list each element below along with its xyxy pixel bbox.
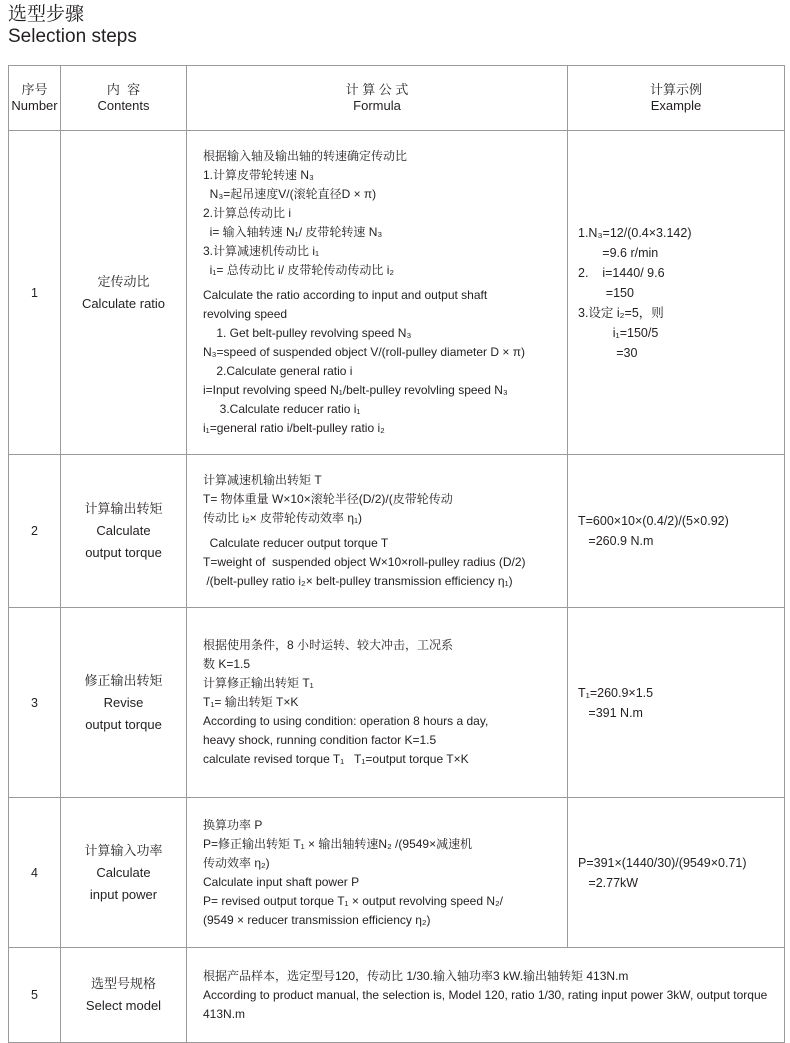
formula-line: i₁=general ratio i/belt-pulley ratio i₂	[203, 421, 385, 435]
content-line: Calculate ratio	[81, 295, 166, 311]
formula-line: P=修正输出转矩 T₁ × 输出轴转速N₂ /(9549×减速机	[203, 836, 473, 851]
header-example	[568, 66, 785, 131]
step-number-text: 1	[31, 285, 38, 300]
content-cell	[61, 131, 187, 455]
formula-line: calculate revised torque T₁ T₁=output torque T×K	[203, 752, 469, 766]
content-line: 计算输入功率	[84, 842, 163, 858]
formula-line: 传动比 i₂× 皮带轮传动效率 η₁)	[203, 511, 363, 525]
step-number	[9, 131, 61, 455]
table-row	[9, 798, 785, 948]
header-example-en: Example	[650, 98, 702, 113]
example-line: T=600×10×(0.4/2)/(5×0.92)	[578, 514, 729, 528]
content-line: input power	[89, 886, 158, 902]
formula-line: i= 输入轴转速 N₁/ 皮带轮转速 N₃	[203, 225, 383, 239]
formula-line: N₃=起吊速度V/(滚轮直径D × π)	[203, 187, 377, 201]
example-line: =150	[578, 285, 634, 300]
formula-line: 根据使用条件，8 小时运转、较大冲击，工况系	[203, 638, 454, 652]
table-row	[9, 608, 785, 798]
example-line: =30	[578, 345, 638, 360]
example-cell	[568, 608, 785, 798]
header-contents-en: Contents	[97, 98, 150, 113]
formula-line: 2.计算总传动比 i	[203, 206, 292, 220]
step-number	[9, 798, 61, 948]
example-line: =391 N.m	[578, 705, 643, 720]
table-row	[9, 131, 785, 455]
step-number	[9, 948, 61, 1043]
content-line: Revise	[103, 694, 144, 710]
formula-cell	[187, 455, 568, 608]
formula-line: 1. Get belt-pulley revolving speed N₃	[203, 326, 412, 340]
content-cell	[61, 798, 187, 948]
formula-line: 计算减速机输出转矩 T	[203, 473, 322, 487]
formula-line: T₁= 输出转矩 T×K	[203, 695, 299, 709]
title-en: Selection steps	[8, 26, 137, 47]
page-title	[8, 4, 137, 48]
formula-line: heavy shock, running condition factor K=1.5	[203, 733, 437, 747]
formula-line: Calculate reducer output torque T	[203, 536, 389, 550]
formula-line: /(belt-pulley ratio i₂× belt-pulley transmission efficiency η₁)	[203, 574, 513, 588]
formula-cell	[187, 131, 568, 455]
example-line: 1.N₃=12/(0.4×3.142)	[578, 225, 692, 240]
header-formula	[187, 66, 568, 131]
content-line: Calculate	[96, 864, 151, 880]
example-cell	[568, 455, 785, 608]
formula-line: T=weight of suspended object W×10×roll-pulley radius (D/2)	[203, 555, 526, 569]
formula-line: 2.Calculate general ratio i	[203, 364, 353, 378]
example-cell	[568, 798, 785, 948]
header-contents	[61, 66, 187, 131]
example-line: =9.6 r/min	[578, 245, 659, 260]
header-number	[9, 66, 61, 131]
content-line: Calculate	[96, 523, 151, 538]
example-line: P=391×(1440/30)/(9549×0.71)	[578, 855, 747, 870]
step-number-text: 2	[31, 524, 38, 538]
header-formula-zh: 计 算 公 式	[345, 82, 409, 97]
content-cell	[61, 608, 187, 798]
table-row	[9, 455, 785, 608]
content-line: output torque	[85, 545, 162, 560]
example-line: 3.设定 i₂=5，则	[578, 305, 664, 320]
formula-line: P= revised output torque T₁ × output revolving speed N₂/	[203, 893, 503, 908]
formula-line: 计算修正输出转矩 T₁	[203, 676, 314, 690]
formula-line: 数 K=1.5	[203, 657, 251, 671]
step-number	[9, 608, 61, 798]
table-header-row	[9, 66, 785, 131]
formula-cell	[187, 608, 568, 798]
step-number-text: 5	[31, 988, 38, 1002]
example-cell	[568, 131, 785, 455]
example-line: =260.9 N.m	[578, 534, 654, 548]
step-number-text: 4	[31, 865, 38, 880]
formula-line: 传动效率 η₂)	[203, 855, 270, 870]
formula-line: T= 物体重量 W×10×滚轮半径(D/2)/(皮带轮传动	[203, 492, 453, 506]
formula-line: revolving speed	[203, 307, 288, 321]
content-line: 定传动比	[97, 273, 150, 289]
formula-line: Calculate input shaft power P	[203, 874, 360, 889]
formula-line: N₃=speed of suspended object V/(roll-pulley diameter D × π)	[203, 345, 525, 359]
formula-cell	[187, 798, 568, 948]
title-zh: 选型步骤	[8, 4, 85, 25]
content-line: Select model	[85, 998, 162, 1013]
selection-steps-table	[8, 65, 785, 1043]
formula-line: i=Input revolving speed N₁/belt-pulley revolvling speed N₃	[203, 383, 508, 397]
content-line: output torque	[85, 716, 162, 732]
formula-cell	[187, 948, 785, 1043]
content-line: 计算输出转矩	[84, 501, 163, 516]
content-line: 选型号规格	[90, 976, 156, 991]
header-contents-zh: 内 容	[106, 82, 141, 97]
header-example-zh: 计算示例	[649, 82, 702, 97]
step-number-text: 3	[31, 695, 38, 710]
header-number-zh: 序号	[21, 82, 48, 97]
formula-line: 换算功率 P	[203, 817, 263, 832]
formula-line: Calculate the ratio according to input and output shaft	[203, 288, 488, 302]
table-row	[9, 948, 785, 1043]
formula-line: 根据输入轴及输出轴的转速确定传动比	[203, 149, 408, 163]
formula-line: i₁= 总传动比 i/ 皮带轮传动传动比 i₂	[203, 263, 395, 277]
example-line: =2.77kW	[578, 875, 639, 890]
formula-line: (9549 × reducer transmission efficiency η₂)	[203, 912, 431, 927]
example-line: 2. i=1440/ 9.6	[578, 265, 665, 280]
content-line: 修正输出转矩	[84, 672, 163, 688]
formula-line: 根据产品样本，选定型号120，传动比 1/30.输入轴功率3 kW.输出轴转矩 413N.m	[203, 968, 629, 983]
example-line: T₁=260.9×1.5	[578, 685, 654, 700]
formula-line: According to using condition: operation 8 hours a day,	[203, 714, 489, 728]
example-line: i₁=150/5	[578, 325, 659, 340]
step-number	[9, 455, 61, 608]
formula-line: According to product manual, the selection is, Model 120, ratio 1/30, rating input power 3kW, output torque 413N.m	[203, 987, 768, 1021]
content-cell	[61, 455, 187, 608]
formula-line: 3.计算减速机传动比 i₁	[203, 244, 320, 258]
content-cell	[61, 948, 187, 1043]
header-number-en: Number	[11, 98, 58, 113]
formula-line: 1.计算皮带轮转速 N₃	[203, 168, 314, 182]
header-formula-en: Formula	[353, 98, 401, 113]
formula-line: 3.Calculate reducer ratio i₁	[203, 402, 361, 416]
